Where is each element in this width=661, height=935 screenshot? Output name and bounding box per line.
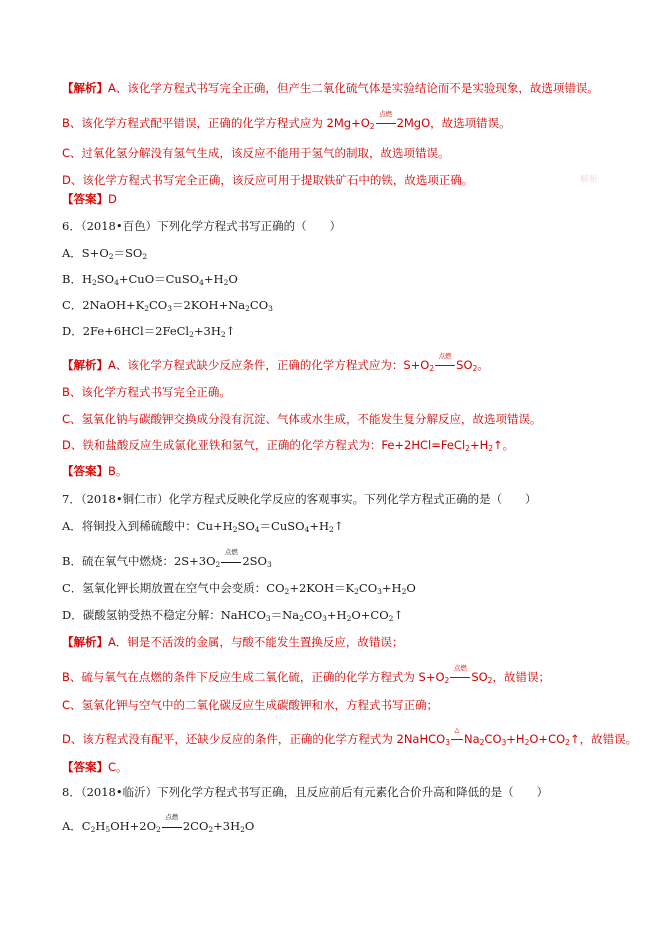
text-run: B。 xyxy=(108,464,128,478)
q6-option-d xyxy=(62,323,235,339)
text-run: C。 xyxy=(108,760,128,774)
subscript: 2 xyxy=(401,587,407,596)
text-run: 2CO xyxy=(182,819,209,833)
subscript: 2 xyxy=(142,252,148,261)
subscript: 4 xyxy=(254,525,260,534)
text-run: B．H xyxy=(62,272,92,286)
subscript: 2 xyxy=(245,304,250,313)
text-run: A．铜是不活泼的金属，与酸不能发生置换反应，故错误； xyxy=(108,635,404,649)
text-run: A．S+O xyxy=(62,246,109,260)
subscript: 3 xyxy=(377,587,382,596)
subscript: 2 xyxy=(329,525,334,534)
reaction-condition xyxy=(161,813,183,834)
subscript: 3 xyxy=(268,304,273,313)
text-run: +H xyxy=(203,272,224,286)
text-run: A、该化学方程式缺少反应条件，正确的化学方程式应为：S+O xyxy=(108,358,430,372)
q5-analysis-a xyxy=(62,80,599,96)
q7-option-c xyxy=(62,580,416,596)
analysis-tag: 【解析】 xyxy=(62,81,108,95)
subscript: 3 xyxy=(266,560,272,569)
text-run: C．2NaOH+K xyxy=(62,298,145,312)
q5-analysis-d xyxy=(62,172,473,188)
condition-label: 点燃 xyxy=(379,110,393,118)
subscript: 2 xyxy=(346,614,352,623)
text-run: O xyxy=(244,819,255,833)
subscript: 2 xyxy=(240,825,245,834)
subscript: 2 xyxy=(444,676,450,685)
text-run: CO xyxy=(484,732,502,746)
subscript: 2 xyxy=(388,614,394,623)
text-run: B、硫与氧气在点燃的条件下反应生成二氧化硫，正确的化学方程式为 S+O xyxy=(62,670,445,684)
q5-analysis-b-text-2: 2MgO，故选项错误。 xyxy=(396,116,511,130)
q7-analysis-d xyxy=(62,726,638,747)
subscript: 2 xyxy=(465,444,470,453)
text-run: B．硫在氧气中燃烧：2S+3O xyxy=(62,554,216,568)
subscript: 4 xyxy=(199,278,204,287)
text-run: CO xyxy=(149,298,168,312)
subscript: 4 xyxy=(304,525,310,534)
text-run: O xyxy=(406,581,416,595)
subscript: 2 xyxy=(220,330,226,339)
subscript: 2 xyxy=(472,364,478,373)
subscript: 3 xyxy=(265,614,271,623)
text-run: ↑ xyxy=(225,324,236,338)
q7-option-d xyxy=(62,607,403,623)
text-run: SO xyxy=(96,272,115,286)
text-run: CO xyxy=(303,608,323,622)
text-run: O+CO xyxy=(351,608,389,622)
text-run: SO xyxy=(456,358,473,372)
subscript: 2 xyxy=(488,444,494,453)
q6-option-c xyxy=(62,297,273,313)
answer-tag: 【答案】 xyxy=(62,192,108,206)
q5-answer xyxy=(62,191,117,207)
subscript: 2 xyxy=(524,738,530,747)
text-run: +3H xyxy=(193,324,221,338)
subscript: 3 xyxy=(501,738,507,747)
q8-option-a xyxy=(62,813,255,834)
text-run: +H xyxy=(326,608,347,622)
text-run: ＝CuSO xyxy=(259,519,305,533)
text-run: OH+2O xyxy=(110,819,157,833)
text-run: 【答案】 xyxy=(62,760,108,774)
text-run xyxy=(162,827,182,828)
q6-analysis-d xyxy=(62,437,514,453)
text-run: H xyxy=(95,819,106,833)
text-run: D．碳酸氢钠受热不稳定分解：NaHCO xyxy=(62,608,266,622)
text-run: +H xyxy=(381,581,402,595)
q6-analysis-c: C、氢氧化钠与碳酸钾交换成分没有沉淀、气体或水生成，不能发生复分解反应，故选项错误。 xyxy=(62,412,542,426)
text-run: 【解析】 xyxy=(62,635,108,649)
q6-analysis-a xyxy=(62,352,489,373)
subscript: 3 xyxy=(445,738,450,747)
text-run xyxy=(451,739,463,740)
subscript: 2 xyxy=(487,676,493,685)
text-run xyxy=(221,562,241,563)
text-run: 点燃 xyxy=(165,813,179,821)
watermark-stamp: 解析 xyxy=(580,175,599,185)
subscript: 2 xyxy=(208,825,214,834)
text-run: A．C xyxy=(62,819,91,833)
subscript: 2 xyxy=(91,278,97,287)
subscript: 2 xyxy=(354,587,359,596)
text-run: 【解析】 xyxy=(62,358,108,372)
reaction-condition xyxy=(434,352,456,373)
reaction-condition xyxy=(375,110,397,131)
text-run xyxy=(435,365,455,366)
text-run: 点燃 xyxy=(438,352,452,360)
text-run: ↑，故错误。 xyxy=(569,732,638,746)
text-run: ↑ xyxy=(393,608,404,622)
subscript: 2 xyxy=(215,560,221,569)
q7-option-a xyxy=(62,518,343,534)
q5-analysis-c xyxy=(62,145,450,161)
q7-analysis-a xyxy=(62,634,403,650)
q6-stem: 6．（2018•百色）下列化学方程式书写正确的（ ） xyxy=(62,219,342,233)
subscript: 2 xyxy=(232,525,238,534)
q8-stem: 8．（2018•临沂）下列化学方程式书写正确，且反应前后有元素化合价升高和降低的是（ ） xyxy=(62,785,549,799)
text-run: ＝Na xyxy=(270,608,300,622)
text-run: SO xyxy=(471,670,488,684)
q5-analysis-c-text: C、过氧化氢分解没有氢气生成，该反应不能用于氢气的制取，故选项错误。 xyxy=(62,146,450,160)
text-run: ＝SO xyxy=(113,246,143,260)
text-run: +CuO＝CuSO xyxy=(118,272,200,286)
text-run: ＝2KOH+Na xyxy=(172,298,246,312)
text-run: A．将铜投入到稀硫酸中：Cu+H xyxy=(62,519,233,533)
q5-analysis-d-text: D、该化学方程式书写完全正确，该反应可用于提取铁矿石中的铁，故选项正确。 xyxy=(62,173,474,187)
text-run xyxy=(450,677,470,678)
text-run: 2SO xyxy=(242,554,267,568)
q6-answer xyxy=(62,463,127,479)
text-run: 点燃 xyxy=(224,548,238,556)
answer-value: D xyxy=(108,192,117,206)
text-run: D．2Fe+6HCl＝2FeCl xyxy=(62,324,190,338)
text-run: +H xyxy=(506,732,525,746)
subscript: 2 xyxy=(299,614,304,623)
subscript: 2 xyxy=(479,738,485,747)
subscript: 2 xyxy=(90,825,96,834)
subscript: 2 xyxy=(156,825,161,834)
reaction-condition xyxy=(450,726,464,747)
subscript: 2 xyxy=(369,122,375,131)
text-run: SO xyxy=(237,519,255,533)
subscript: 4 xyxy=(114,278,119,287)
text-run: △ xyxy=(454,726,460,734)
text-run: O+CO xyxy=(529,732,566,746)
text-run: ，故错误； xyxy=(492,670,550,684)
q7-analysis-b xyxy=(62,664,550,685)
text-run: CO xyxy=(249,298,269,312)
reaction-condition xyxy=(449,664,471,685)
text-run: ↑ xyxy=(333,519,344,533)
text-run: 。 xyxy=(477,358,489,372)
q7-analysis-c: C、氢氧化钾与空气中的二氧化碳反应生成碳酸钾和水，方程式书写正确； xyxy=(62,698,439,712)
subscript: 3 xyxy=(322,614,327,623)
q7-option-b xyxy=(62,548,272,569)
q7-stem: 7．（2018•铜仁市）化学方程式反映化学反应的客观事实。下列化学方程式正确的是（ ） xyxy=(62,492,537,506)
subscript: 3 xyxy=(167,304,173,313)
subscript: 2 xyxy=(565,738,570,747)
q6-option-a xyxy=(62,245,147,261)
text-run: O xyxy=(228,272,238,286)
q5-analysis-b-text: B、该化学方程式配平错误，正确的化学方程式应为 2Mg+O xyxy=(62,116,370,130)
text-run: 【答案】 xyxy=(62,464,108,478)
text-run: CO xyxy=(358,581,378,595)
reaction-condition xyxy=(220,548,242,569)
subscript: 2 xyxy=(108,252,114,261)
text-run: 点燃 xyxy=(453,664,467,672)
subscript: 2 xyxy=(429,364,435,373)
subscript: 2 xyxy=(284,587,290,596)
text-run: C．氢氧化钾长期放置在空气中会变质：CO xyxy=(62,581,285,595)
text-run: +3H xyxy=(213,819,241,833)
q5-analysis-b xyxy=(62,110,511,131)
q7-answer xyxy=(62,759,128,775)
q6-analysis-b: B、该化学方程式书写完全正确。 xyxy=(62,385,231,399)
text-run: ↑。 xyxy=(493,438,515,452)
text-run xyxy=(376,123,396,124)
subscript: 2 xyxy=(189,330,194,339)
q5-analysis-a-text: A、该化学方程式书写完全正确，但产生二氧化硫气体是实验结论而不是实验现象，故选项错误。 xyxy=(108,81,599,95)
text-run: +2KOH＝K xyxy=(289,581,355,595)
text-run: +H xyxy=(469,438,489,452)
subscript: 5 xyxy=(105,825,111,834)
text-run: +H xyxy=(309,519,330,533)
subscript: 2 xyxy=(223,278,229,287)
subscript: 2 xyxy=(144,304,149,313)
text-run: D、铁和盐酸反应生成氯化亚铁和氢气，正确的化学方程式为：Fe+2HCl=FeCl xyxy=(62,438,466,452)
text-run: D、该方程式没有配平，还缺少反应的条件，正确的化学方程式为 2NaHCO xyxy=(62,732,446,746)
q6-option-b xyxy=(62,271,238,287)
text-run: Na xyxy=(463,732,480,746)
